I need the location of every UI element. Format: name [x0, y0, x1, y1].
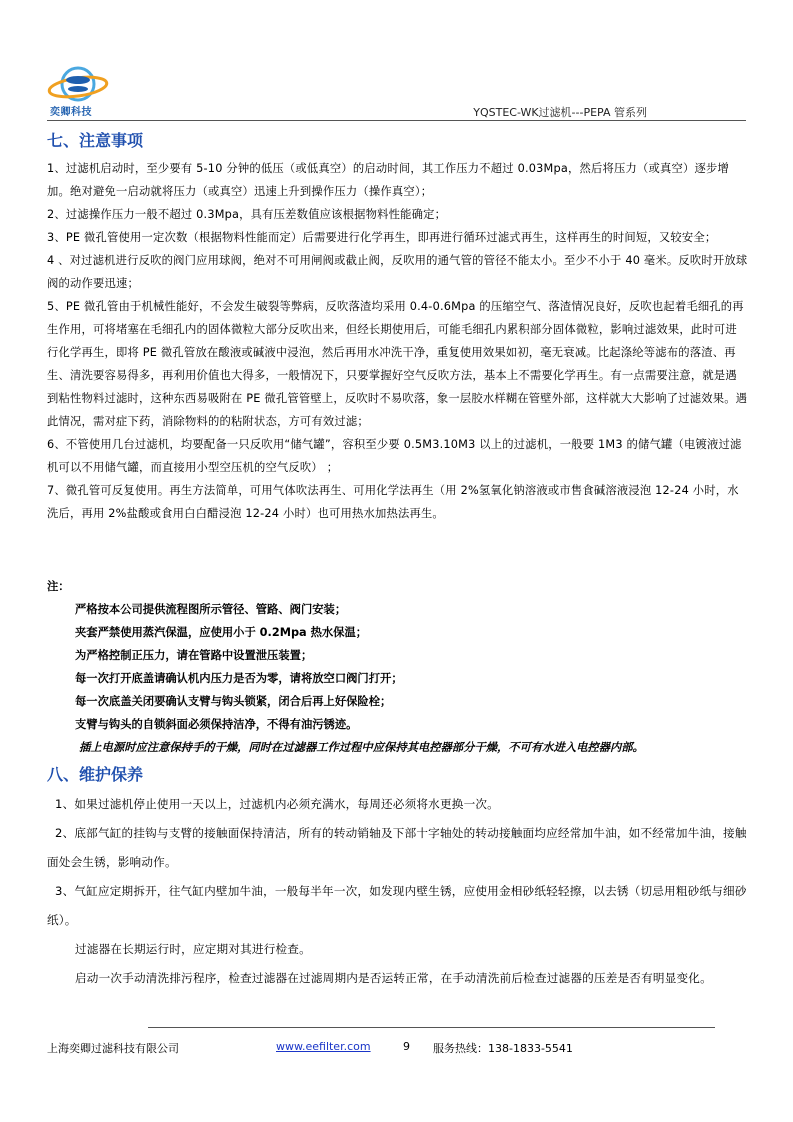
section8-item-1: 1、如果过滤机停止使用一天以上，过滤机内必须充满水，每周还必须将水更换一次。 [55, 797, 499, 811]
note-electrical-warning: 插上电源时应注意保持手的干燥，同时在过滤器工作过程中应保持其电控器部分干燥，不可有水进入电控器内部。 [79, 741, 644, 754]
logo-text: 奕卿科技 [50, 107, 92, 118]
notes-title: 注： [47, 580, 70, 593]
section7-item-2: 2、过滤操作压力一般不超过 0.3Mpa，具有压差数值应该根据物料性能确定； [47, 208, 447, 221]
header-product-series: YQSTEC-WK过滤机---PEPA 管系列 [473, 106, 647, 119]
note-item: 支臂与钩头的自锁斜面必须保持洁净，不得有油污锈迹。 [75, 718, 358, 731]
notes-block [47, 575, 644, 759]
note-item: 每一次底盖关闭要确认支臂与钩头锁紧，闭合后再上好保险栓； [75, 695, 392, 708]
footer-divider [148, 1027, 715, 1028]
section7-item-4: 4 、对过滤机进行反吹的阀门应用球阀，绝对不可用闸阀或截止阀，反吹用的通气管的管径不能太小。至少不小于 40 毫米。反吹时开放球阀的动作要迅速； [47, 254, 748, 290]
footer-hotline [433, 1040, 573, 1056]
section7-item-5: 5、PE 微孔管由于机械性能好，不会发生破裂等弊病，反吹落渣均采用 0.4-0.6Mpa 的压缩空气、落渣情况良好，反吹也起着毛细孔的再生作用，可将堵塞在毛细孔内的固体微粒大部分反吹出来，但经长期使用后，可能毛细孔内累积部分固体微粒，影响过滤效果，此时可进行化学再生，即将 PE 微孔管放在酸液或碱液中浸泡，然后再用水冲洗干净，重复使用效果如初，毫无衰减。比起涤纶等滤布的落渣、再生、清洗要容易得多，再利用价值也大得多，一般情况下，只要掌握好空气反吹方法，基本上不需要化学再生。有一点需要注意，就是遇到粘性物料过滤时，这种东西易吸附在 PE 微孔管管壁上，反吹时不易吹落，象一层胶水样糊在管壁外部，这样就大大影响了过滤效果。遇此情况，需对症下药，消除物料的的粘附状态，方可有效过滤； [47, 300, 748, 428]
note-item: 每一次打开底盖请确认机内压力是否为零，请将放空口阀门打开； [75, 672, 403, 685]
section7-item-7: 7、微孔管可反复使用。再生方法简单，可用气体吹法再生、可用化学法再生（用 2%氢氧化钠溶液或市售食碱溶液浸泡 12-24 小时，水洗后，再用 2%盐酸或食用白白醋浸泡 12-24 小时）也可用热水加热法再生。 [47, 484, 739, 520]
footer-page-number: 9 [403, 1040, 410, 1053]
note-item: 为严格控制正压力，请在管路中设置泄压装置； [75, 649, 313, 662]
section7-item-6: 6、不管使用几台过滤机，均要配备一只反吹用“储气罐”，容积至少要 0.5M3.10M3 以上的过滤机，一般要 1M3 的储气罐（电镀液过滤机可以不用储气罐，而直接用小型空压机的空气反吹） ； [47, 438, 742, 474]
website-link[interactable]: www.eefilter.com [276, 1040, 371, 1053]
header-divider [47, 120, 746, 121]
section8-paragraph-2: 启动一次手动清洗排污程序，检查过滤器在过滤周期内是否运转正常，在手动清洗前后检查过滤器的压差是否有明显变化。 [75, 971, 712, 985]
section8-paragraph-1: 过滤器在长期运行时，应定期对其进行检查。 [75, 942, 311, 956]
section7-item-1: 1、过滤机启动时，至少要有 5-10 分钟的低压（或低真空）的启动时间，其工作压力不超过 0.03Mpa，然后将压力（或真空）逐步增加。绝对避免一启动就将压力（或真空）迅速上升到操作压力（操作真空）； [47, 162, 729, 198]
logo-globe-icon [47, 62, 109, 106]
section7-heading: 七、注意事项 [47, 131, 144, 150]
footer-company: 上海奕卿过滤科技有限公司 [47, 1042, 179, 1055]
section7-item-3: 3、PE 微孔管使用一定次数（根据物料性能而定）后需要进行化学再生，即再进行循环过滤式再生，这样再生的时间短，又较安全； [47, 231, 717, 244]
note-item: 夹套严禁使用蒸汽保温，应使用小于 0.2Mpa 热水保温； [75, 626, 368, 639]
hotline-label: 服务热线： [433, 1042, 488, 1055]
section8-item-3: 3、气缸应定期拆开，往气缸内壁加牛油，一般每半年一次，如发现内壁生锈，应使用金相砂纸轻轻擦，以去锈（切忌用粗砂纸与细砂纸）。 [47, 884, 747, 927]
section8-heading: 八、维护保养 [47, 765, 144, 784]
section8-body [47, 790, 748, 993]
hotline-number: 138-1833-5541 [488, 1042, 573, 1055]
section7-body [47, 157, 748, 525]
section8-item-2: 2、底部气缸的挂钩与支臂的接触面保持清洁，所有的转动销轴及下部十字轴处的转动接触面均应经常加牛油，如不经常加牛油，接触面处会生锈，影响动作。 [47, 826, 747, 869]
footer-website-link[interactable] [276, 1040, 371, 1053]
note-item: 严格按本公司提供流程图所示管径、管路、阀门安装； [75, 603, 347, 616]
